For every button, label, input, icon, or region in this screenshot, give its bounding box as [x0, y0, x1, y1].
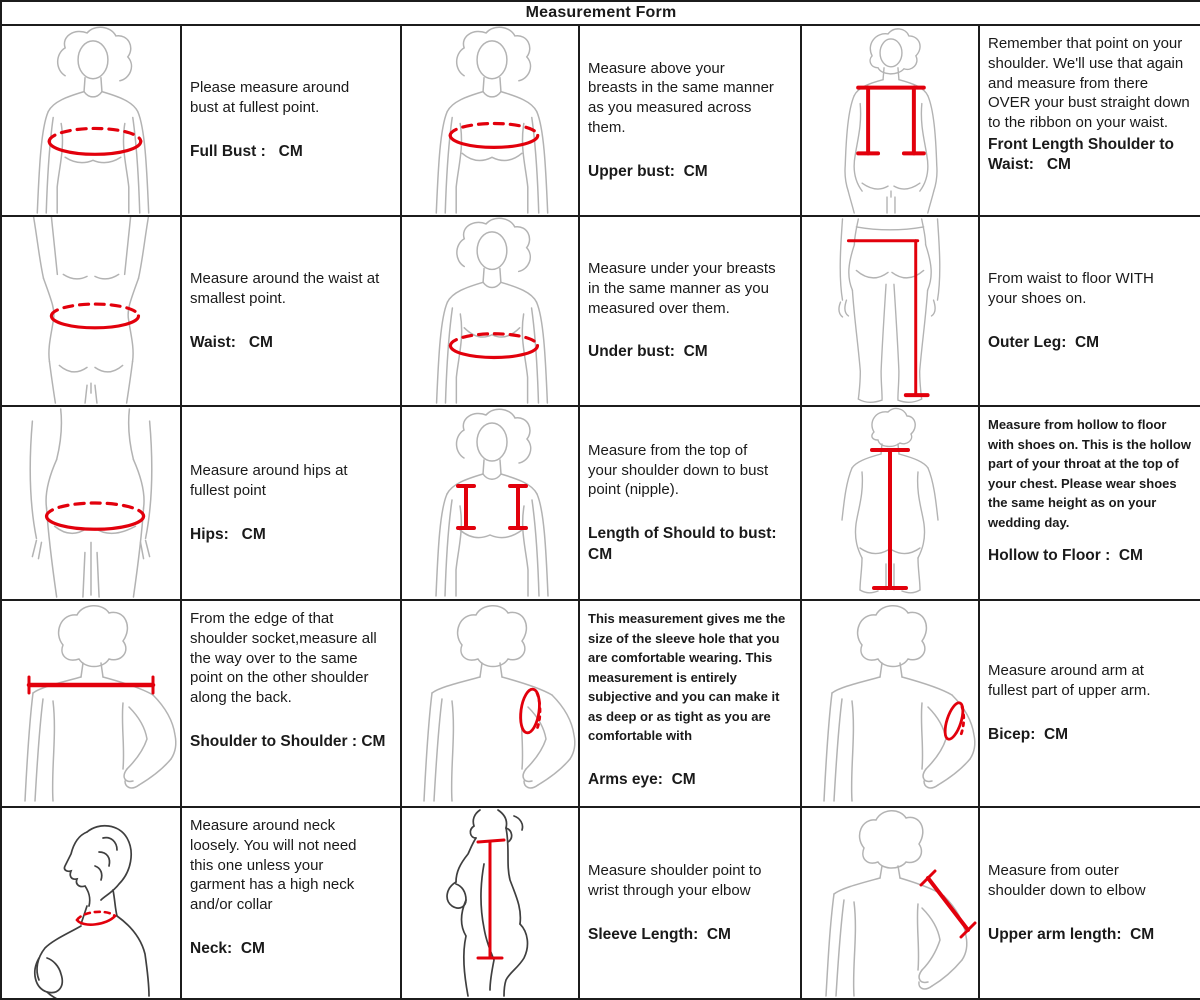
measurement-description: Measure around the waist at smallest point. — [190, 269, 384, 307]
waist-tape-ellipse — [51, 304, 138, 328]
measurement-label: Hollow to Floor : CM — [988, 547, 1143, 564]
upper-bust-figure — [402, 26, 578, 215]
measurement-description: Measure from outer shoulder down to elbow — [988, 861, 1146, 899]
sleeve-length-line — [478, 840, 504, 958]
front-length-figure — [802, 26, 978, 215]
hips-figure — [2, 407, 180, 599]
measurement-description: From waist to floor WITH your shoes on. — [988, 269, 1159, 307]
measurement-label: Under bust: CM — [588, 343, 708, 361]
shoulder-to-shoulder-figure — [2, 601, 180, 806]
upper-arm-length-cell — [980, 808, 1200, 998]
measurement-label: Upper bust: CM — [588, 162, 708, 180]
hips-cell — [182, 407, 400, 599]
hips-tape-ellipse — [47, 503, 144, 529]
measurement-label: Shoulder to Shoulder : CM — [190, 732, 386, 750]
measurement-description: Measure from hollow to floor with shoes on. This is the hollow part of your throat at the top of your chest. Please wear shoes the same height as on your wedding day. — [988, 417, 1195, 530]
upper-arm-length-line — [921, 871, 975, 937]
shoulder-to-bust-cell — [580, 407, 800, 599]
under-bust-cell — [580, 217, 800, 405]
measurement-description: Measure around hips at fullest point — [190, 461, 352, 499]
bicep-figure — [802, 601, 978, 806]
measurement-label: Length of Should to bust: CM — [588, 525, 786, 563]
waist-cell — [182, 217, 400, 405]
neck-figure — [2, 808, 180, 998]
front-length-lines — [858, 88, 924, 154]
sleeve-length-cell — [580, 808, 800, 998]
front-length-cell — [980, 26, 1200, 215]
measurement-label: Bicep: CM — [988, 726, 1069, 744]
measurement-label: Upper arm length: CM — [988, 925, 1155, 943]
measurement-label: Arms eye: CM — [588, 770, 696, 788]
full-bust-figure — [2, 26, 180, 215]
bicep-cell — [980, 601, 1200, 806]
under-bust-tape-ellipse — [450, 334, 537, 358]
upper-bust-tape-ellipse — [450, 123, 538, 147]
hollow-to-floor-figure — [802, 407, 978, 599]
measurement-description: Measure above your breasts in the same manner as you measured across them. — [588, 59, 779, 137]
measurement-description: Remember that point on your shoulder. We'll use that again and measure from there OVER your bust straight down to the ribbon on your waist. — [988, 35, 1194, 132]
arms-eye-cell — [580, 601, 800, 806]
waist-figure — [2, 217, 180, 405]
measurement-label: Front Length Shoulder to Waist: CM — [988, 135, 1179, 174]
shoulder-to-shoulder-cell — [182, 601, 400, 806]
hollow-to-floor-cell — [980, 407, 1200, 599]
measurement-label: Full Bust : CM — [190, 143, 303, 161]
measurement-label: Hips: CM — [190, 525, 266, 543]
outer-leg-cell — [980, 217, 1200, 405]
measurement-description: Measure under your breasts in the same manner as you measured over them. — [588, 260, 780, 317]
hollow-to-floor-lines — [872, 450, 908, 588]
bicep-tape-ellipse — [941, 701, 966, 741]
arms-eye-figure — [402, 601, 578, 806]
upper-arm-length-figure — [802, 808, 978, 998]
sleeve-length-figure — [402, 808, 578, 998]
full-bust-cell — [182, 26, 400, 215]
measurement-label: Sleeve Length: CM — [588, 925, 731, 943]
neck-cell — [182, 808, 400, 998]
measurement-description: This measurement gives me the size of the sleeve hole that you are comfortable wearing. This measurement is entirely subjective and you can make it as deep or as tight as you are comfortable with — [588, 611, 789, 743]
upper-bust-cell — [580, 26, 800, 215]
measurement-description: Please measure around bust at fullest point. — [190, 79, 354, 117]
outer-leg-figure — [802, 217, 978, 405]
measurement-description: From the edge of that shoulder socket,measure all the way over to the same point on the other shoulder along the back. — [190, 610, 381, 707]
arms-eye-ellipse — [518, 688, 542, 734]
page-title: Measurement Form — [2, 2, 1200, 24]
measurement-label: Neck: CM — [190, 939, 265, 957]
measurement-description: Measure from the top of your shoulder down to bust point (nipple). — [588, 441, 773, 499]
measurement-label: Waist: CM — [190, 333, 273, 351]
under-bust-figure — [402, 217, 578, 405]
measurement-description: Measure shoulder point to wrist through your elbow — [588, 861, 766, 899]
measurement-description: Measure around arm at fullest part of upper arm. — [988, 662, 1151, 700]
shoulder-to-bust-figure — [402, 407, 578, 599]
measurement-label: Outer Leg: CM — [988, 333, 1100, 351]
shoulder-to-shoulder-line — [29, 677, 153, 693]
shoulder-to-bust-bars — [458, 486, 526, 528]
measurement-description: Measure around neck loosely. You will not need this one unless your garment has a high neck and/or collar — [190, 817, 361, 914]
